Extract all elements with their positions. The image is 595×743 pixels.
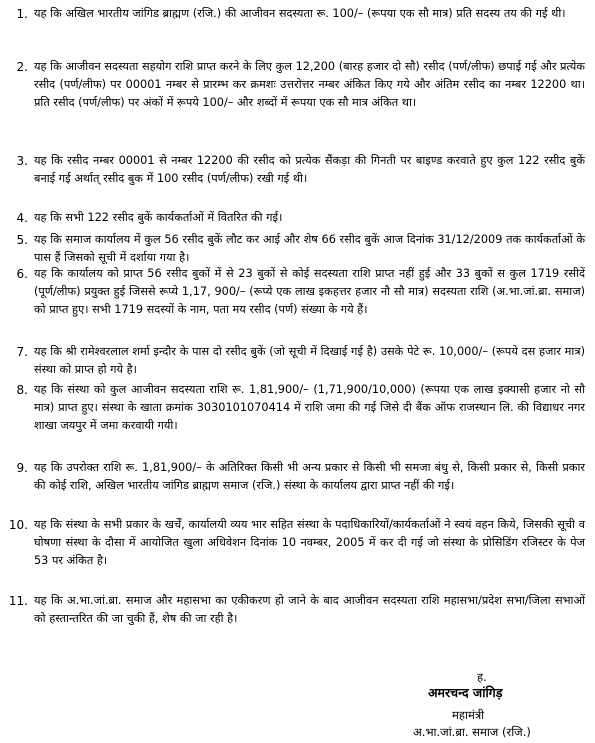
signatory-organization: अ.भा.जां.ब्रा. समाज (रजि.): [413, 725, 531, 739]
point-text: यह कि अखिल भारतीय जांगिड ब्राह्मण (रजि.) की आजीवन सदस्यता रू. 100/– (रूपया एक सौ मात्र) प्रति सदस्य तय की गई थी।: [34, 7, 566, 20]
point-text: यह कि श्री रामेश्वरलाल शर्मा इन्दौर के पास दो रसीद बुकें (जो सूची में दिखाई गई है) उसके पेटे रू. 10,000/– (रूपये दस हजार मात्र) संस्था को प्राप्त हो गये है।: [34, 345, 585, 376]
point-text: यह कि रसीद नम्बर 00001 से नम्बर 12200 की रसीद को प्रत्येक सैंकड़ा की गिनती पर बाइण्ड करवाते हुए कुल 122 रसीद बुकें बनाई गई अर्थात् रसीद बुक में 100 रसीद (पर्ण/लीफ) रखी गई थी।: [34, 154, 585, 185]
point-number: 8.: [16, 383, 28, 397]
point-number: 2.: [16, 60, 28, 74]
point-text: यह कि सभी 122 रसीद बुकें कार्यकर्ताओं में वितरित की गई।: [34, 211, 283, 224]
point-number: 1.: [16, 7, 28, 21]
point-text: यह कि आजीवन सदस्यता सहयोग राशि प्राप्त करने के लिए कुल 12,200 (बारह हजार दो सौ) रसीद (पर्ण/लीफ) छपाई गई और प्रत्येक रसीद (पर्ण/लीफ) पर 00001 नम्बर से प्रारम्भ कर क्रमशः उत्तरोत्तर नम्बर अंकित किए गये और अंतिम रसीद का नम्बर 12200 था। प्रति रसीद (पर्ण/लीफ) पर अंकों में रूपये 100/– और शब्दों में रूपया एक सौ मात्र अंकित था।: [34, 60, 585, 109]
point-number: 11.: [8, 594, 28, 608]
point-text: यह कि कार्यालय को प्राप्त 56 रसीद बुकों में से 23 बुकों से कोई सदस्यता राशि प्राप्त नहीं हुई और 33 बुकों स कुल 1719 रसीदें (पूर्ण/लीफ) प्रयुक्त हुई जिससे रूप्ये 1,17, 900/– (रूप्ये एक लाख इकहत्तर हजार नौ सौ मात्र) सदस्यता राशि (अ.भा.जां.ब्रा. समाज) को प्राप्त हुए। सभी 1719 सदस्यों के नाम, पता मय रसीद (पर्ण) संख्या के गये हैं।: [34, 267, 585, 316]
point-text: यह कि उपरोक्त राशि रू. 1,81,900/– के अतिरिक्त किसी भी अन्य प्रकार से किसी भी समजा बंधु से, किसी प्रकार से, किसी प्रकार की कोई राशि, अखिल भारतीय जांगिड ब्राह्मण समाज (रजि.) संस्था के कार्यालय द्वारा प्राप्त नहीं की गई।: [34, 461, 585, 492]
point-number: 4.: [16, 211, 28, 225]
point-number: 5.: [16, 233, 28, 247]
signatory-name: अमरचन्द जांगिड़: [428, 685, 503, 700]
point-number: 7.: [16, 345, 28, 359]
point-number: 3.: [16, 154, 28, 168]
point-text: यह कि अ.भा.जां.ब्रा. समाज और महासभा का एकीकरण हो जाने के बाद आजीवन सदस्यता राशि महासभा/प्रदेश सभा/जिला सभाओं को हस्तान्तरित की जा चुकी हैं, शेष की जा रही है।: [34, 594, 585, 625]
signatory-designation: महामंत्री: [452, 708, 485, 722]
point-number: 6.: [16, 267, 28, 281]
point-text: यह कि संस्था के सभी प्रकार के खर्चें, कार्यालयी व्यय भार सहित संस्था के पदाधिकारियों/कार्यकर्ताओं ने स्वयं वहन किये, जिसकी सूची व घोषणा संस्था के दौसा में आयोजित खुला अधिवेशन दिनांक 10 नवम्बर, 2005 में कर दी गई जो संस्था के प्रोसिडिंग रजिस्टर के पेज 53 पर अंकित है।: [34, 518, 585, 567]
point-number: 10.: [8, 518, 28, 532]
point-number: 9.: [16, 461, 28, 475]
point-text: यह कि समाज कार्यालय में कुल 56 रसीद बुकें लौट कर आई और शेष 66 रसीद बुकें आज दिनांक 31/12/2009 तक कार्यकर्ताओं के पास हैं जिसको सूची में दर्शाया गया है।: [34, 233, 585, 264]
signature-mark: ह.: [477, 670, 487, 684]
point-text: यह कि संस्था को कुल आजीवन सदस्यता राशि रू. 1,81,900/– (1,71,900/10,000) (रूपया एक लाख इक्यासी हजार नो सौ मात्र) प्राप्त हुए। संस्था के खाता क्रमांक 3030101070414 में राशि जमा की गई जिसे दी बैंक ऑफ राजस्थान लि. की विद्याधर नगर शाखा जयपुर में जमा करवायी गयी।: [34, 383, 585, 432]
